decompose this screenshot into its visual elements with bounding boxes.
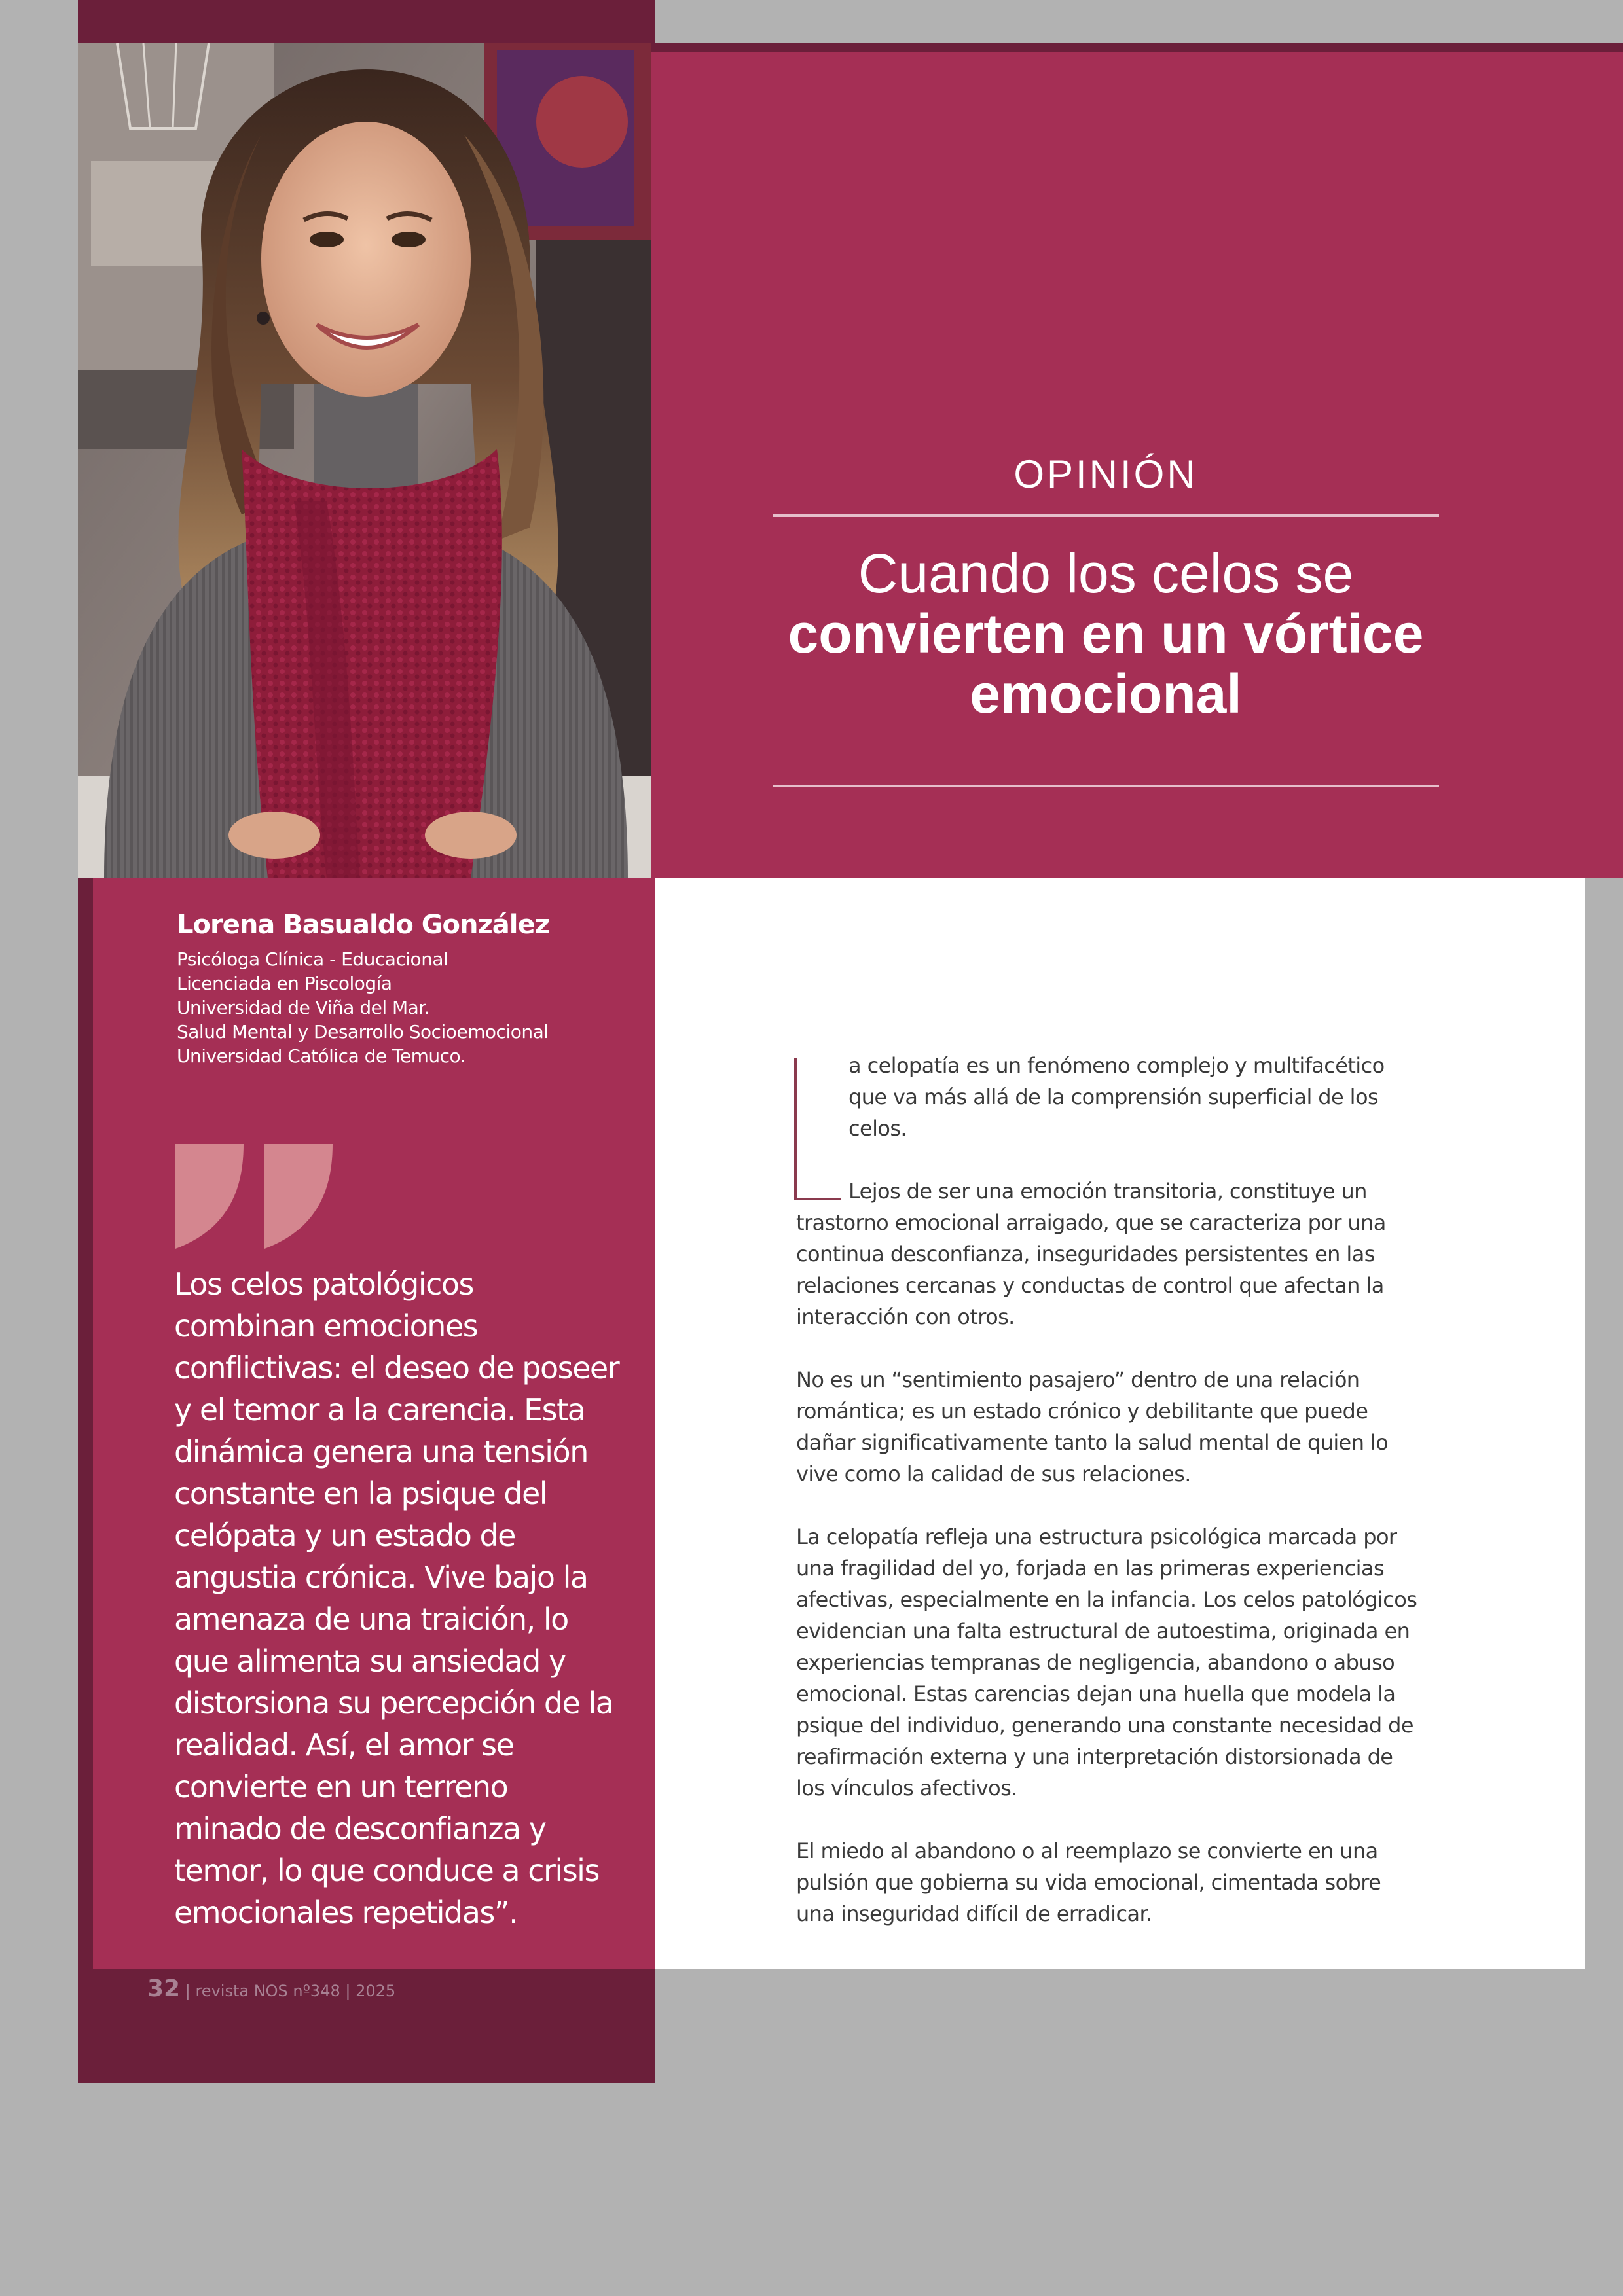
page-footer	[147, 1975, 395, 2002]
publication-info: | revista NOS nº348 | 2025	[185, 1982, 396, 2000]
article-title-line-2: convierten en un vórtice emocional	[788, 603, 1424, 725]
title-rule-bottom	[773, 785, 1439, 787]
author-name: Lorena Basualdo González	[177, 910, 549, 940]
article-title	[753, 543, 1459, 724]
closing-quote-icon	[175, 1144, 333, 1252]
article-paragraph-4: La celopatía refleja una estructura psicológica marcada por una fragilidad del yo, forjada en las primeras experiencias afectivas, especialmente en la infancia. Los celos patológicos evidencian una falta estructural de autoestima, originada en experiencias tempranas de negligencia, abandono o abuso emocional. Estas carencias dejan una huella que modela la psique del individuo, generando una constante necesidad de reafirmación externa y una interpretación distorsionada de los vínculos afectivos.	[796, 1524, 1417, 1801]
article-paragraph-1: a celopatía es un fenómeno complejo y multifacético que va más allá de la comprensión superficial de los celos.	[848, 1053, 1385, 1141]
author-credentials	[177, 947, 635, 1068]
section-label: OPINIÓN	[1013, 452, 1198, 496]
article-paragraph-3: No es un “sentimiento pasajero” dentro de una relación romántica; es un estado crónico y debilitante que puede dañar significativamente tanto la salud mental de quien lo vive como la calidad de sus relaciones.	[796, 1367, 1389, 1486]
credential-line: Licenciada en Piscología	[177, 973, 392, 994]
author-photo	[78, 43, 651, 878]
article-paragraph-5: El miedo al abandono o al reemplazo se convierte en una pulsión que gobierna su vida emocional, cimentada sobre una inseguridad difícil de erradicar.	[796, 1839, 1381, 1926]
article-paragraph-2: Lejos de ser una emoción transitoria, constituye un trastorno emocional arraigado, que se caracteriza por una continua desconfianza, inseguridades persistentes en las relaciones cercanas y conductas de control que afectan la interacción con otros.	[796, 1179, 1386, 1329]
credential-line: Salud Mental y Desarrollo Socioemocional	[177, 1021, 549, 1043]
page-number: 32	[147, 1975, 181, 2002]
credential-line: Psicóloga Clínica - Educacional	[177, 948, 448, 970]
title-rule-top	[773, 514, 1439, 517]
pull-quote: Los celos patológicos combinan emociones conflictivas: el deseo de poseer y el temor a la carencia. Esta dinámica genera una tensión constante en la psique del celópata y un estado de angustia crónica. Vive bajo la amenaza de una traición, lo que alimenta su ansiedad y distorsiona su percepción de la realidad. Así, el amor se convierte en un terreno minado de desconfianza y temor, lo que conduce a crisis emocionales repetidas”.	[174, 1266, 619, 1930]
credential-line: Universidad de Viña del Mar.	[177, 997, 430, 1018]
credential-line: Universidad Católica de Temuco.	[177, 1045, 466, 1067]
article-title-line-1: Cuando los celos se	[858, 543, 1354, 604]
